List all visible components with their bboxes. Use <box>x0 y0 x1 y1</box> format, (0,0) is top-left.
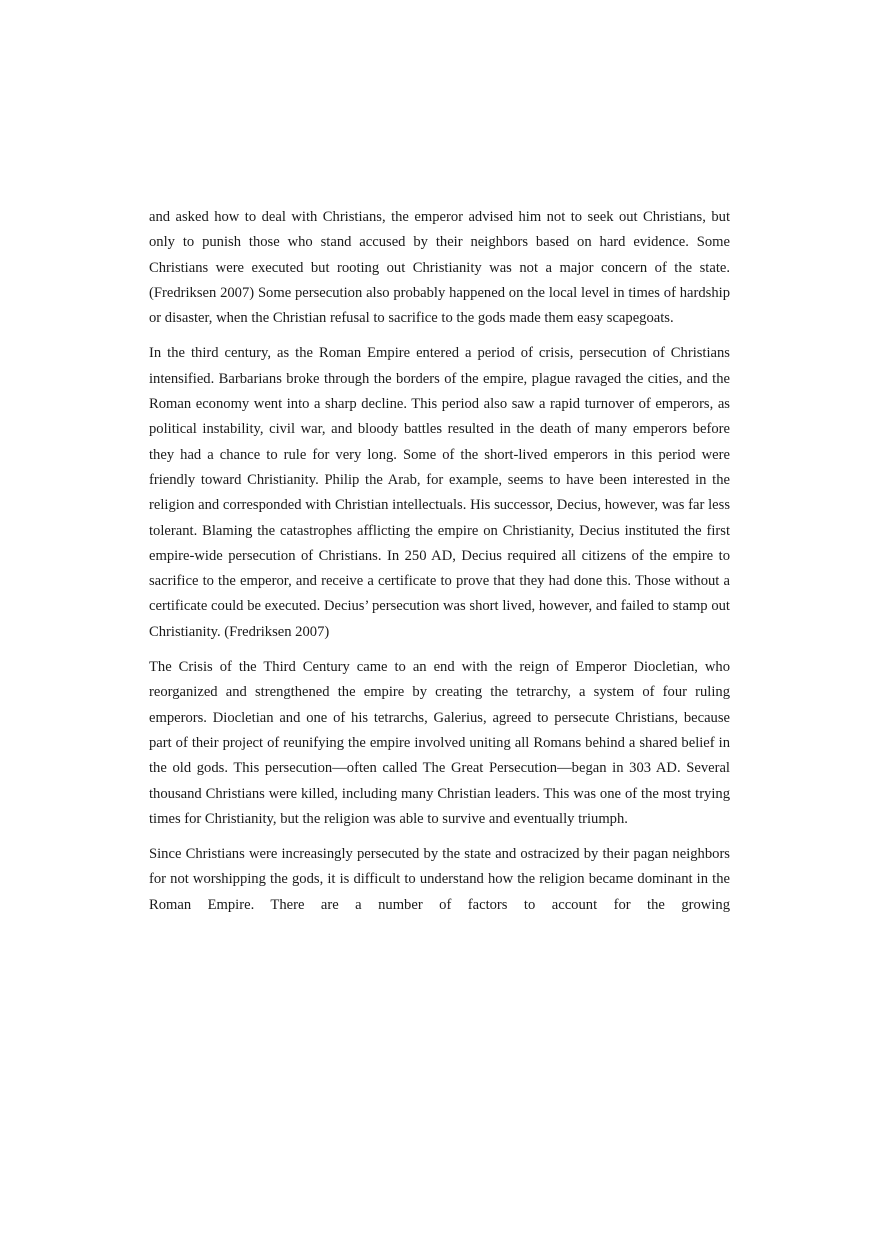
body-text <box>149 205 730 928</box>
paragraph-2: In the third century, as the Roman Empire entered a period of crisis, persecution of Christians intensified. Barbarians broke through the borders of the empire, plague ravaged the cities, and the Roman economy went into a sharp decline. This period also saw a rapid turnover of emperors, as political instability, civil war, and bloody battles resulted in the death of many emperors before they had a chance to rule for very long. Some of the short-lived emperors in this period were friendly toward Christianity. Philip the Arab, for example, seems to have been interested in the religion and corresponded with Christian intellectuals. His successor, Decius, however, was far less tolerant. Blaming the catastrophes afflicting the empire on Christianity, Decius instituted the first empire-wide persecution of Christians. In 250 AD, Decius required all citizens of the empire to sacrifice to the emperor, and receive a certificate to prove that they had done this. Those without a certificate could be executed. Decius’ persecution was short lived, however, and failed to stamp out Christianity. (Fredriksen 2007) <box>149 345 730 640</box>
paragraph-4: Since Christians were increasingly persecuted by the state and ostracized by their pagan neighbors for not worshipping the gods, it is difficult to understand how the religion became dominant in the Roman Empire. There are a number of factors to account for the growing <box>149 846 730 913</box>
paragraph-3: The Crisis of the Third Century came to an end with the reign of Emperor Diocletian, who reorganized and strengthened the empire by creating the tetrarchy, a system of four ruling emperors. Diocletian and one of his tetrarchs, Galerius, agreed to persecute Christians, because part of their project of reunifying the empire involved uniting all Romans behind a shared belief in the old gods. This persecution—often called The Great Persecution—began in 303 AD. Several thousand Christians were killed, including many Christian leaders. This was one of the most trying times for Christianity, but the religion was able to survive and eventually triumph. <box>149 659 730 827</box>
paragraph-1: and asked how to deal with Christians, the emperor advised him not to seek out Christians, but only to punish those who stand accused by their neighbors based on hard evidence. Some Christians were executed but rooting out Christianity was not a major concern of the state. (Fredriksen 2007) Some persecution also probably happened on the local level in times of hardship or disaster, when the Christian refusal to sacrifice to the gods made them easy scapegoats. <box>149 209 730 327</box>
